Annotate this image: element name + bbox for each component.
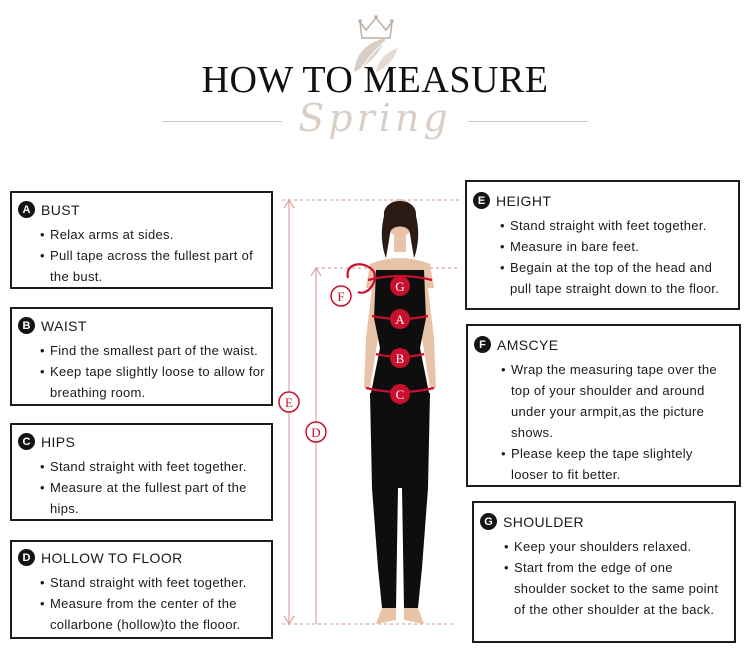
svg-text:A: A bbox=[395, 312, 405, 327]
section-letter-badge: G bbox=[480, 513, 497, 530]
instruction-item: • Pull tape across the fullest part of the bust. bbox=[40, 245, 265, 287]
section-heading: HIPS bbox=[41, 433, 76, 450]
section-waist bbox=[10, 307, 273, 406]
svg-text:E: E bbox=[285, 395, 293, 410]
brand-wordmark: Spring bbox=[298, 96, 452, 140]
section-letter-badge: E bbox=[473, 192, 490, 209]
instruction-item: • Stand straight with feet together. bbox=[500, 215, 732, 236]
section-heading: WAIST bbox=[41, 317, 87, 334]
instruction-item: • Measure in bare feet. bbox=[500, 236, 732, 257]
instruction-item: • Start from the edge of one shoulder socket to the same point of the other shoulder at the back. bbox=[504, 557, 728, 620]
marker-d bbox=[306, 422, 326, 442]
section-letter-badge: D bbox=[18, 549, 35, 566]
instruction-item: • Please keep the tape slightely looser to fit better. bbox=[501, 443, 733, 485]
instruction-item: • Measure from the center of the collarbone (hollow)to the flooor. bbox=[40, 593, 265, 635]
svg-text:F: F bbox=[337, 289, 345, 304]
instruction-item: • Measure at the fullest part of the hips. bbox=[40, 477, 265, 519]
section-heading: AMSCYE bbox=[497, 336, 559, 353]
instruction-item: • Begain at the top of the head and pull tape straight down to the floor. bbox=[500, 257, 732, 299]
instruction-item: • Stand straight with feet together. bbox=[40, 456, 265, 477]
section-bust bbox=[10, 191, 273, 289]
section-hollow-to-floor bbox=[10, 540, 273, 639]
svg-text:B: B bbox=[395, 351, 405, 366]
marker-a bbox=[390, 309, 410, 329]
section-letter-badge: F bbox=[474, 336, 491, 353]
instruction-item: • Wrap the measuring tape over the top of your shoulder and around under your armpit,as the picture shows. bbox=[501, 359, 733, 443]
section-letter-badge: B bbox=[18, 317, 35, 334]
section-shoulder bbox=[472, 501, 736, 643]
section-letter-badge: A bbox=[18, 201, 35, 218]
section-heading: BUST bbox=[41, 201, 80, 218]
instruction-item: • Find the smallest part of the waist. bbox=[40, 340, 265, 361]
section-heading: HEIGHT bbox=[496, 192, 552, 209]
model-silhouette bbox=[364, 199, 436, 624]
marker-g bbox=[390, 276, 410, 296]
page-title: HOW TO MEASURE bbox=[201, 59, 549, 101]
instruction-item: • Stand straight with feet together. bbox=[40, 572, 265, 593]
section-amscye bbox=[466, 324, 741, 487]
section-heading: HOLLOW TO FLOOR bbox=[41, 549, 183, 566]
section-hips bbox=[10, 423, 273, 521]
svg-text:D: D bbox=[311, 425, 321, 440]
section-letter-badge: C bbox=[18, 433, 35, 450]
measurement-figure bbox=[270, 188, 480, 658]
instruction-item: • Relax arms at sides. bbox=[40, 224, 265, 245]
marker-e bbox=[279, 392, 299, 412]
marker-b bbox=[390, 348, 410, 368]
svg-text:C: C bbox=[395, 387, 405, 402]
svg-text:G: G bbox=[395, 279, 405, 294]
instruction-item: • Keep tape slightly loose to allow for breathing room. bbox=[40, 361, 265, 403]
section-height bbox=[465, 180, 740, 310]
instruction-item: • Keep your shoulders relaxed. bbox=[504, 536, 728, 557]
marker-c bbox=[390, 384, 410, 404]
marker-f bbox=[331, 286, 351, 306]
section-heading: SHOULDER bbox=[503, 513, 584, 530]
